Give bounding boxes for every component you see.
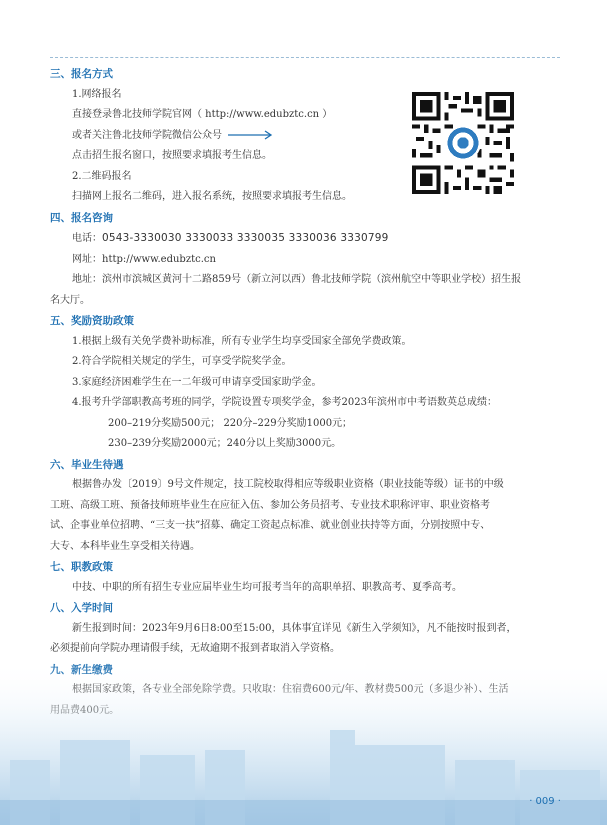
- graduate-para-3: 试、企事业单位招聘、“三支一扶”招募、确定工资起点标准、就业创业扶持等方面，分别按照中专、: [50, 520, 491, 531]
- reward-item-3: 3.家庭经济困难学生在一二年级可申请享受国家助学金。: [72, 376, 322, 388]
- address-line-1: 地址：滨州市滨城区黄河十二路859号（新立河以西）鲁北技师学院（滨州航空中等职业学校）招生报: [72, 274, 522, 285]
- section-heading-vocational: 七、职教政策: [50, 561, 113, 573]
- phone-numbers[interactable]: 0543-3330030 3330033 3330035 3330036 3330799: [102, 232, 389, 244]
- arrow-right-icon: [228, 130, 274, 140]
- phone-label: 电话：: [72, 233, 102, 244]
- graduate-para-4: 大专、本科毕业生享受相关待遇。: [50, 540, 200, 552]
- website-text: 直接登录鲁北技师学院官网: [72, 109, 192, 120]
- qr-registration-label: 2.二维码报名: [72, 170, 132, 182]
- section-heading-graduates: 六、毕业生待遇: [50, 458, 124, 471]
- web-line[interactable]: 网址：http://www.edubztc.cn: [72, 253, 216, 265]
- website-url[interactable]: （ http://www.edubztc.cn ）: [192, 109, 333, 120]
- online-registration-label: 1.网络报名: [72, 88, 122, 100]
- reward-item-2: 2.符合学院相关规定的学生，可享受学院奖学金。: [72, 356, 292, 367]
- section-heading-rewards: 五、奖励资助政策: [50, 315, 134, 327]
- campus-skyline-image: [0, 660, 607, 825]
- graduate-para-1: 根据鲁办发〔2019〕9号文件规定，技工院校取得相应等级职业资格（职业技能等级）证书的中级: [72, 479, 504, 490]
- wechat-text: 或者关注鲁北技师学院微信公众号: [72, 129, 222, 141]
- reward-item-4: 4.报考升学部职教高考班的同学，学院设置专项奖学金，参考2023年滨州市中考语数英总成绩：: [72, 397, 497, 408]
- section-heading-registration: 三、报名方式: [50, 68, 113, 80]
- address-line-2: 名大厅。: [50, 294, 90, 306]
- reward-item-1: 1.根据上级有关免学费补助标准，所有专业学生均享受国家全部免学费政策。: [72, 335, 412, 347]
- enrollment-para-1: 新生报到时间：2023年9月6日8:00至15:00，具体事宜详见《新生入学须知》，凡不能按时报到者，: [72, 622, 517, 634]
- top-divider: [50, 57, 560, 58]
- click-window-line: 点击招生报名窗口，按照要求填报考生信息。: [72, 150, 272, 161]
- reward-tier-1: 200–219分奖励500元； 220分–229分奖励1000元；: [108, 417, 353, 429]
- page-number: · 009 ·: [529, 796, 561, 807]
- phone-line: [50, 228, 562, 250]
- enrollment-para-2: 必须提前向学院办理请假手续，无故逾期不报到者取消入学资格。: [50, 643, 340, 654]
- graduate-para-2: 工班、高级工班、预备技师班毕业生在应征入伍、参加公务员招考、专业技术职称评审、职业资格考: [50, 499, 490, 511]
- section-heading-consult: 四、报名咨询: [50, 211, 113, 224]
- qr-code-image[interactable]: [412, 92, 514, 194]
- section-heading-enrollment: 八、入学时间: [50, 602, 113, 614]
- reward-tier-2: 230–239分奖励2000元；240分以上奖励3000元。: [108, 438, 342, 449]
- vocational-para: 中技、中职的所有招生专业应届毕业生均可报考当年的高职单招、职教高考、夏季高考。: [72, 581, 462, 593]
- qr-instruction-line: 扫描网上报名二维码，进入报名系统，按照要求填报考生信息。: [72, 191, 352, 202]
